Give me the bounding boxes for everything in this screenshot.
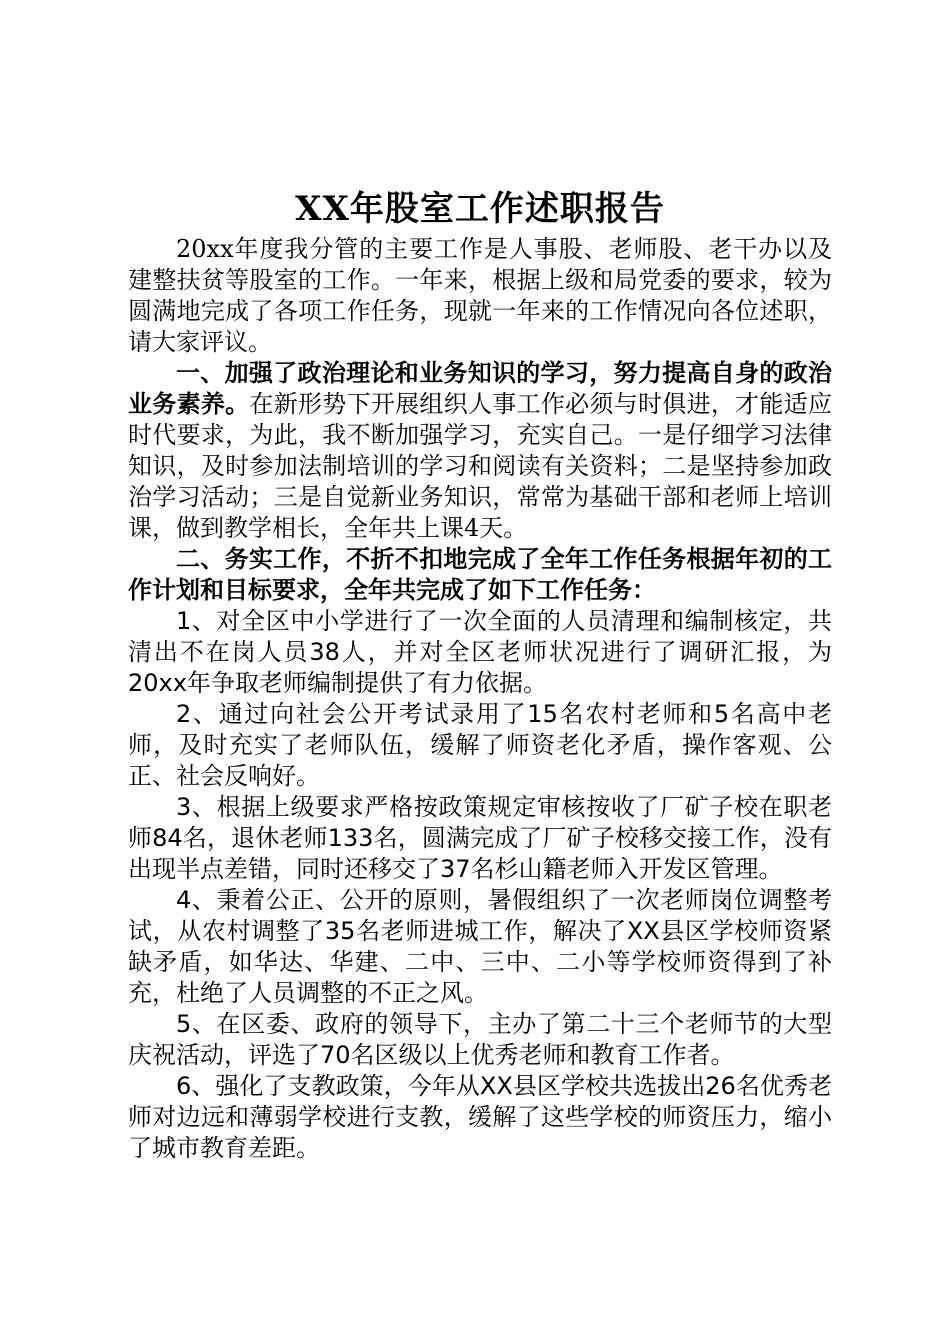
- document-page: [128, 186, 832, 1164]
- list-item-1: 1、对全区中小学进行了一次全面的人员清理和编制核定，共清出不在岗人员38人，并对全区老师状况进行了调研汇报，为20xx年争取老师编制提供了有力依据。: [128, 607, 832, 697]
- section-2-heading: 二、务实工作，不折不扣地完成了全年工作任务根据年初的工作计划和目标要求，全年共完成了如下工作任务：: [128, 545, 832, 604]
- intro-paragraph: 20xx年度我分管的主要工作是人事股、老师股、老干办以及建整扶贫等股室的工作。一年来，根据上级和局党委的要求，较为圆满地完成了各项工作任务，现就一年来的工作情况向各位述职，请大家评议。: [128, 235, 832, 356]
- section-1-heading: 一、加强了政治理论和业务知识的学习，努力提高自身的政治业务素养。: [128, 359, 832, 418]
- list-item-3: 3、根据上级要求严格按政策规定审核按收了厂矿子校在职老师84名，退休老师133名，圆满完成了厂矿子校移交接工作，没有出现半点差错，同时还移交了37名杉山籍老师入开发区管理。: [128, 793, 832, 883]
- section-1-paragraph: [128, 358, 832, 544]
- list-item-4: 4、秉着公正、公开的原则，暑假组织了一次老师岗位调整考试，从农村调整了35名老师进城工作，解决了XX县区学校师资紧缺矛盾，如华达、华建、二中、三中、二小等学校师资得到了补充，杜绝了人员调整的不正之风。: [128, 886, 832, 1007]
- list-item-5: 5、在区委、政府的领导下，主办了第二十三个老师节的大型庆祝活动，评选了70名区级以上优秀老师和教育工作者。: [128, 1010, 832, 1069]
- list-item-2: 2、通过向社会公开考试录用了15名农村老师和5名高中老师，及时充实了老师队伍，缓解了师资老化矛盾，操作客观、公正、社会反响好。: [128, 700, 832, 790]
- section-1-body: 在新形势下开展组织人事工作必须与时俱进，才能适应时代要求，为此，我不断加强学习，充实自己。一是仔细学习法律知识，及时参加法制培训的学习和阅读有关资料；二是坚持参加政治学习活动；三是自觉新业务知识，常常为基础干部和老师上培训课，做到教学相长，全年共上课4天。: [128, 390, 833, 542]
- list-item-6: 6、强化了支教政策，今年从XX县区学校共选拔出26名优秀老师对边远和薄弱学校进行支教，缓解了这些学校的师资压力，缩小了城市教育差距。: [128, 1072, 832, 1162]
- document-title: XX年股室工作述职报告: [295, 189, 665, 229]
